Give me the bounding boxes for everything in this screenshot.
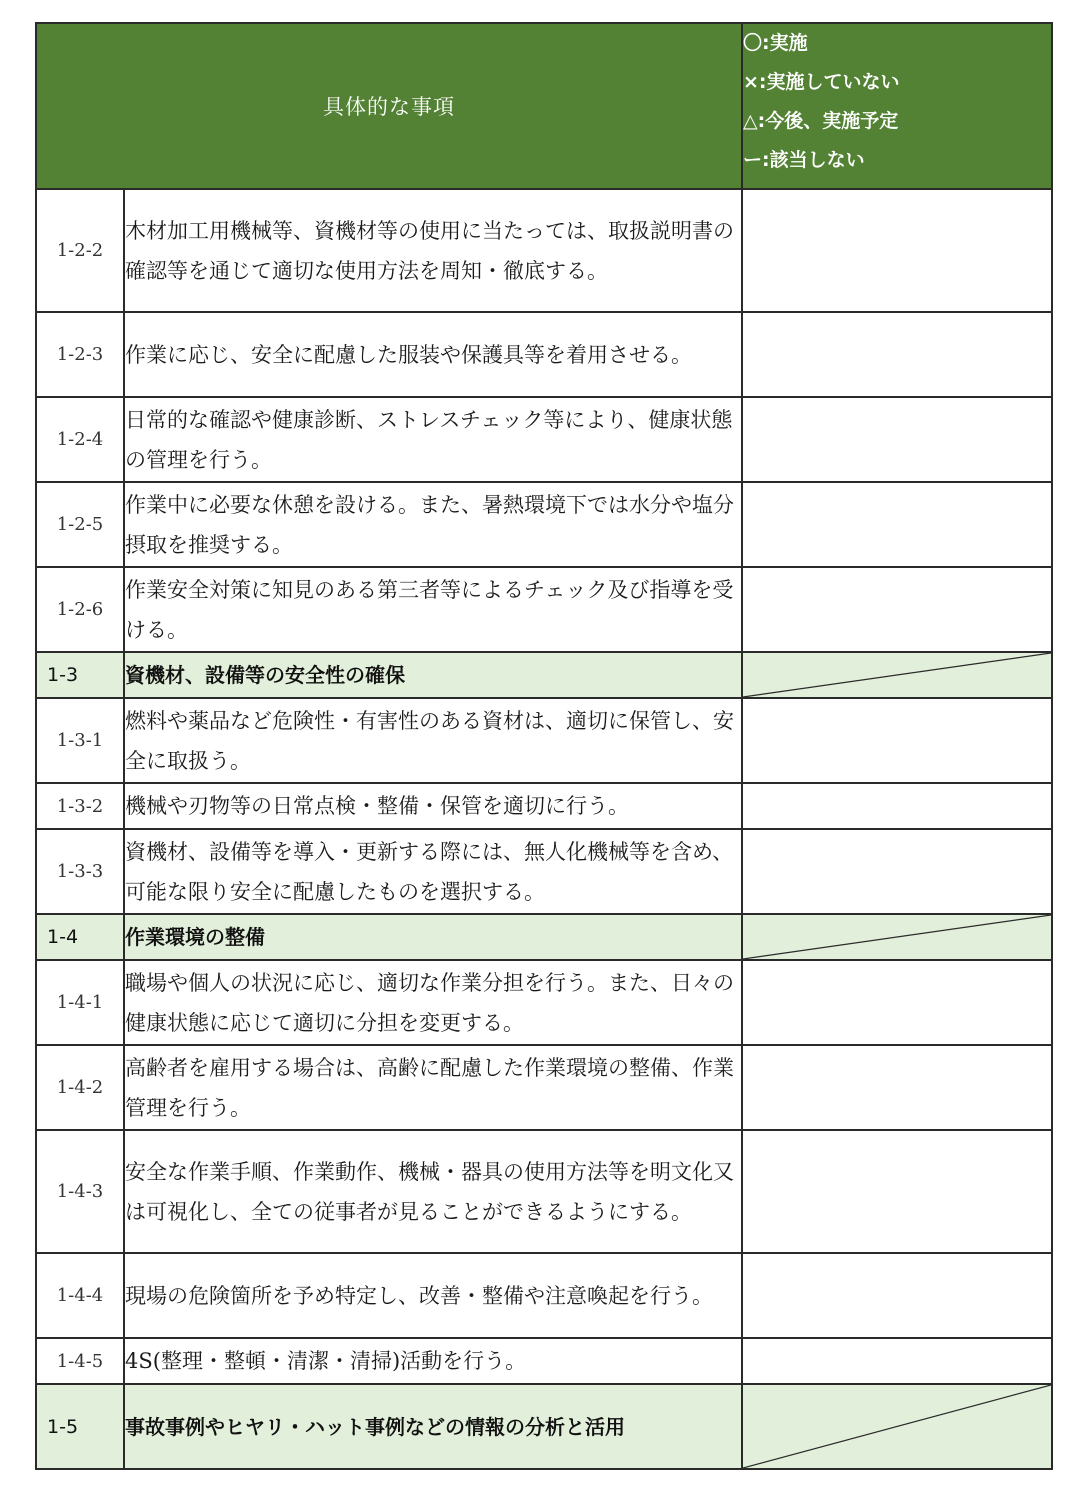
legend-done: 〇:実施 xyxy=(743,32,808,54)
item-number: 1-2-4 xyxy=(36,397,124,482)
item-text: 職場や個人の状況に応じ、適切な作業分担を行う。また、日々の健康状態に応じて適切に分担を変更する。 xyxy=(124,960,742,1045)
item-text: 高齢者を雇用する場合は、高齢に配慮した作業環境の整備、作業管理を行う。 xyxy=(124,1045,742,1130)
item-text: 作業安全対策に知見のある第三者等によるチェック及び指導を受ける。 xyxy=(124,567,742,652)
item-text: 燃料や薬品など危険性・有害性のある資材は、適切に保管し、安全に取扱う。 xyxy=(124,698,742,783)
section-number: 1-5 xyxy=(36,1384,124,1469)
status-input-cell[interactable] xyxy=(742,698,1052,783)
section-title: 作業環境の整備 xyxy=(124,914,742,960)
section-number: 1-4 xyxy=(36,914,124,960)
item-number: 1-4-4 xyxy=(36,1253,124,1338)
table-row xyxy=(36,1338,1052,1384)
not-applicable-cell xyxy=(742,652,1052,698)
diagonal-strike xyxy=(743,653,1051,697)
table-row xyxy=(36,960,1052,1045)
table-row xyxy=(36,482,1052,567)
table-row xyxy=(36,312,1052,397)
status-input-cell[interactable] xyxy=(742,1130,1052,1253)
table-row xyxy=(36,1130,1052,1253)
item-number: 1-2-3 xyxy=(36,312,124,397)
section-row xyxy=(36,1384,1052,1469)
section-row xyxy=(36,652,1052,698)
section-row xyxy=(36,914,1052,960)
section-title: 事故事例やヒヤリ・ハット事例などの情報の分析と活用 xyxy=(124,1384,742,1469)
item-text: 現場の危険箇所を予め特定し、改善・整備や注意喚起を行う。 xyxy=(124,1253,742,1338)
status-input-cell[interactable] xyxy=(742,189,1052,312)
table-row xyxy=(36,1253,1052,1338)
table-row xyxy=(36,397,1052,482)
status-input-cell[interactable] xyxy=(742,1045,1052,1130)
item-text: 機械や刃物等の日常点検・整備・保管を適切に行う。 xyxy=(124,783,742,829)
status-input-cell[interactable] xyxy=(742,960,1052,1045)
item-text: 4S(整理・整頓・清潔・清掃)活動を行う。 xyxy=(124,1338,742,1384)
table-row xyxy=(36,189,1052,312)
item-number: 1-3-2 xyxy=(36,783,124,829)
not-applicable-cell xyxy=(742,914,1052,960)
legend-not-applicable: ー:該当しない xyxy=(743,149,865,171)
item-number: 1-2-2 xyxy=(36,189,124,312)
header-row xyxy=(36,23,1052,189)
status-legend xyxy=(742,23,1052,189)
table-row xyxy=(36,698,1052,783)
status-input-cell[interactable] xyxy=(742,1338,1052,1384)
table-row xyxy=(36,567,1052,652)
status-input-cell[interactable] xyxy=(742,482,1052,567)
item-number: 1-4-5 xyxy=(36,1338,124,1384)
item-number: 1-4-2 xyxy=(36,1045,124,1130)
item-number: 1-4-1 xyxy=(36,960,124,1045)
item-text: 作業中に必要な休憩を設ける。また、暑熱環境下では水分や塩分摂取を推奨する。 xyxy=(124,482,742,567)
item-number: 1-4-3 xyxy=(36,1130,124,1253)
legend-not-done: ×:実施していない xyxy=(743,71,900,93)
legend-planned: △:今後、実施予定 xyxy=(743,110,899,132)
status-input-cell[interactable] xyxy=(742,312,1052,397)
item-number: 1-3-3 xyxy=(36,829,124,914)
item-text: 資機材、設備等を導入・更新する際には、無人化機械等を含め、可能な限り安全に配慮したものを選択する。 xyxy=(124,829,742,914)
item-number: 1-2-5 xyxy=(36,482,124,567)
diagonal-strike xyxy=(743,915,1051,959)
status-input-cell[interactable] xyxy=(742,567,1052,652)
status-input-cell[interactable] xyxy=(742,397,1052,482)
section-number: 1-3 xyxy=(36,652,124,698)
item-number: 1-2-6 xyxy=(36,567,124,652)
diagonal-strike xyxy=(743,1385,1051,1468)
checklist-table xyxy=(35,22,1053,1470)
item-text: 木材加工用機械等、資機材等の使用に当たっては、取扱説明書の確認等を通じて適切な使用方法を周知・徹底する。 xyxy=(124,189,742,312)
status-input-cell[interactable] xyxy=(742,1253,1052,1338)
table-row xyxy=(36,1045,1052,1130)
status-input-cell[interactable] xyxy=(742,829,1052,914)
item-text: 安全な作業手順、作業動作、機械・器具の使用方法等を明文化又は可視化し、全ての従事者が見ることができるようにする。 xyxy=(124,1130,742,1253)
not-applicable-cell xyxy=(742,1384,1052,1469)
item-number: 1-3-1 xyxy=(36,698,124,783)
table-row xyxy=(36,783,1052,829)
section-title: 資機材、設備等の安全性の確保 xyxy=(124,652,742,698)
item-text: 日常的な確認や健康診断、ストレスチェック等により、健康状態の管理を行う。 xyxy=(124,397,742,482)
item-text: 作業に応じ、安全に配慮した服装や保護具等を着用させる。 xyxy=(124,312,742,397)
table-row xyxy=(36,829,1052,914)
header-title: 具体的な事項 xyxy=(36,23,742,189)
status-input-cell[interactable] xyxy=(742,783,1052,829)
